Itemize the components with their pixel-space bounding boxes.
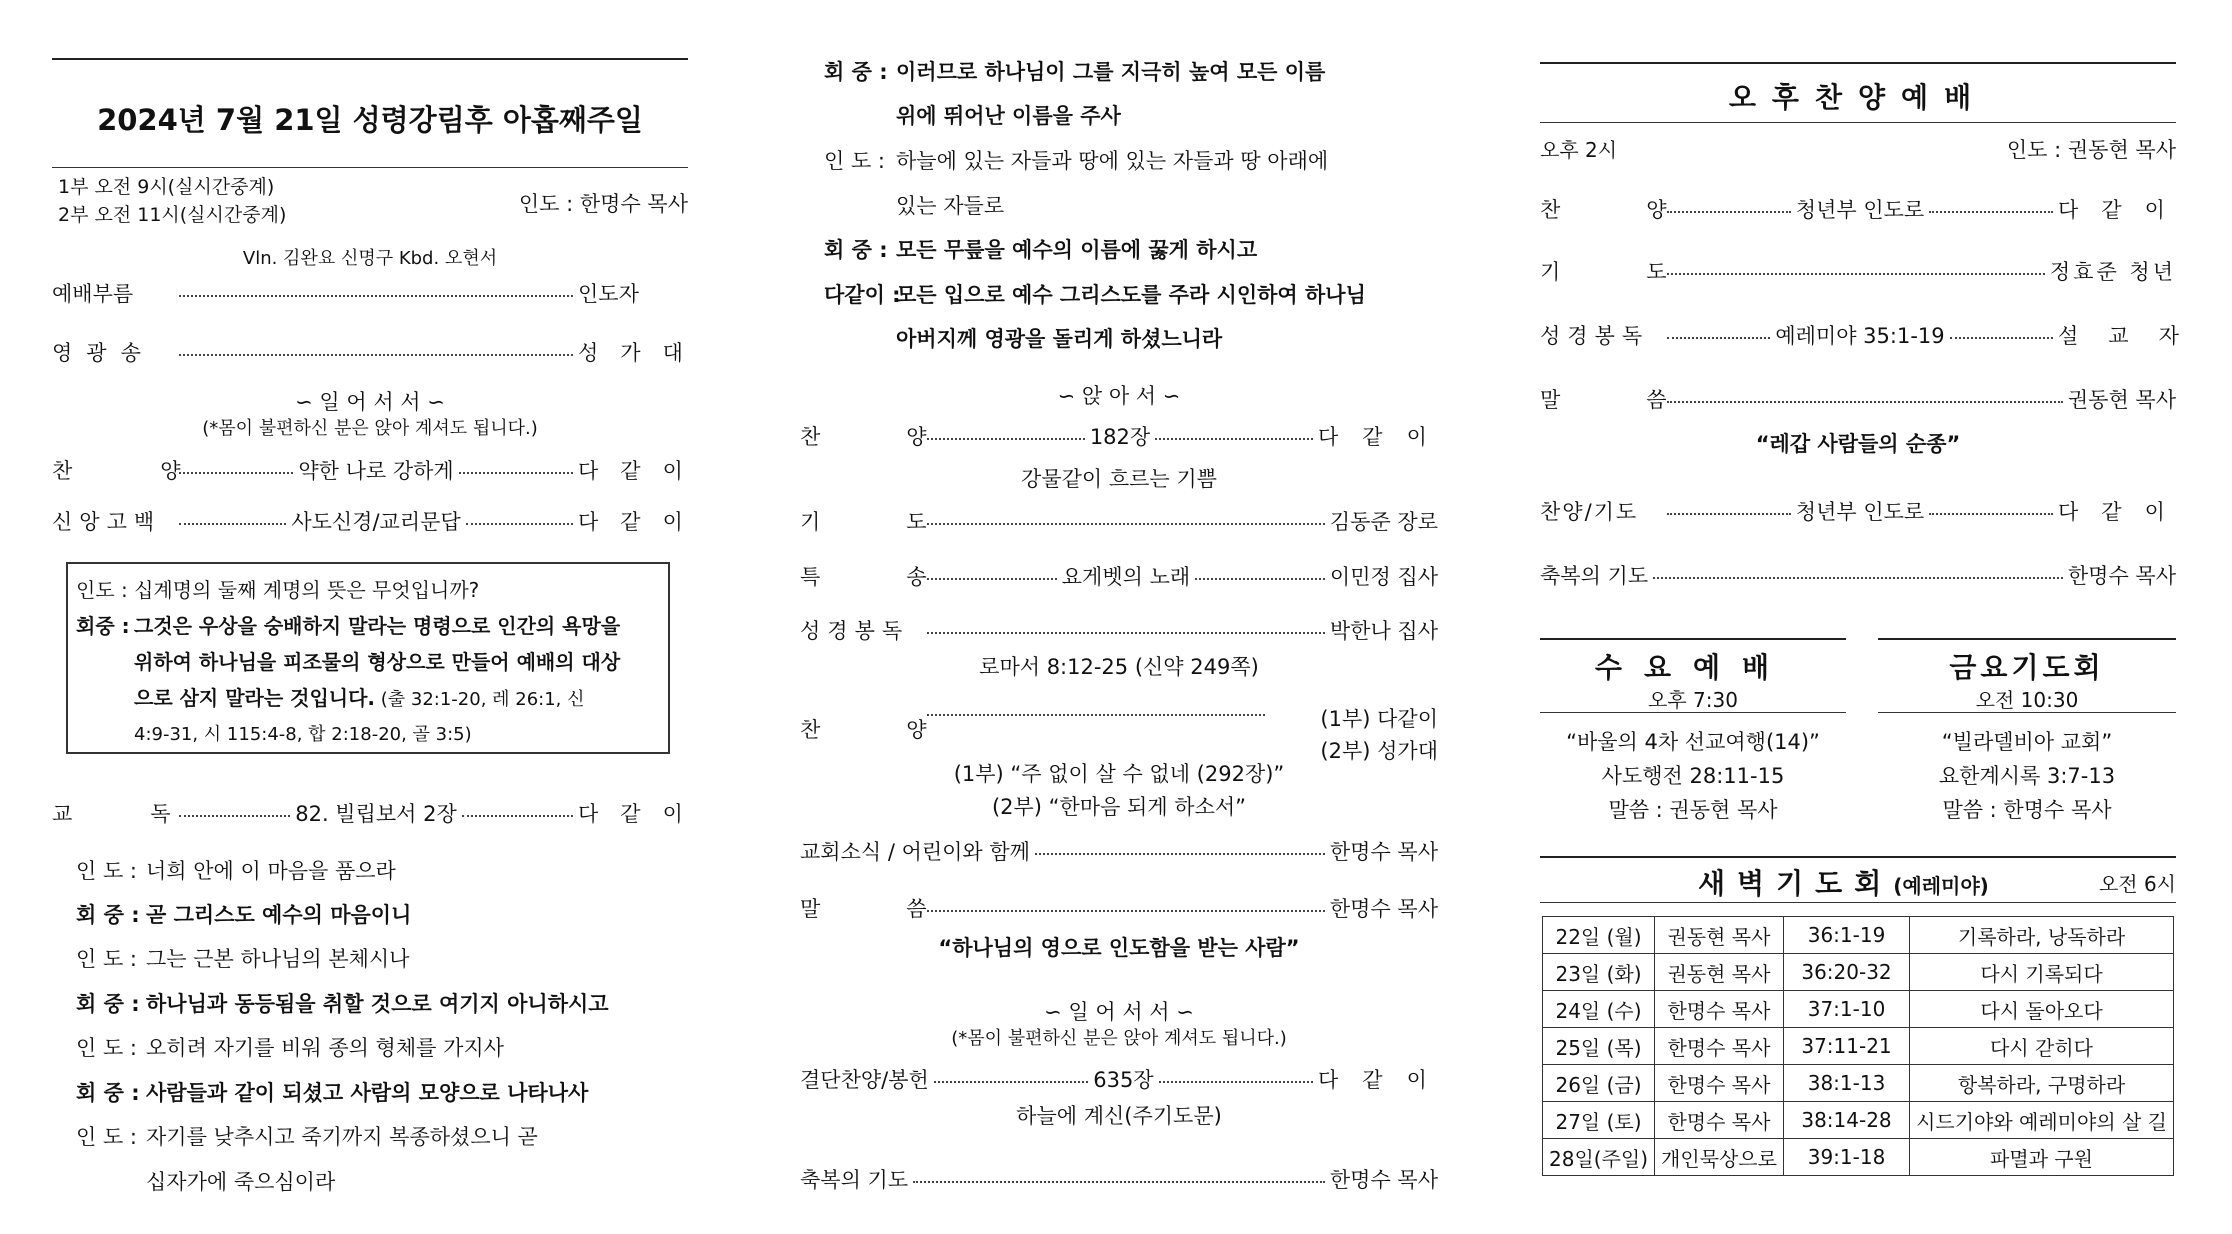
bulletin-column-morning [52, 0, 705, 1234]
responsive-line: 인 도 : 오히려 자기를 비워 종의 형체를 가지사 [76, 1036, 504, 1060]
order-call-to-worship: 예배부름 인도자 [52, 282, 639, 306]
responsive-line-continued: 십자가에 죽으심이라 [146, 1170, 336, 1194]
afternoon-service-title: 오후찬양예배 [1728, 81, 1988, 114]
wednesday-reference: 사도행전 28:11-15 [1601, 764, 1785, 788]
responsive-line: 아버지께 영광을 돌리게 하셨느니라 [896, 327, 1223, 351]
responsive-line: 있는 자들로 [896, 194, 1005, 218]
catechism-question: 인도 : 십계명의 둘째 계명의 뜻은 무엇입니까? [76, 578, 480, 602]
afternoon-scripture: 성경봉독 예레미야 35:1-19 설교자 [1540, 324, 2209, 348]
table-row: 25일 (목) 한명수 목사 37:11-21 다시 갇히다 [1543, 1028, 2174, 1065]
catechism-answer-line-3: 으로 삼지 말라는 것입니다. (출 32:1-20, 레 26:1, 신 [134, 686, 585, 710]
afternoon-hymn: 찬양 청년부 인도로 다같이 [1540, 198, 2188, 222]
order-benediction: 축복의 기도 한명수 목사 [800, 1168, 1438, 1192]
responsive-line: 인 도 : 그는 근본 하나님의 본체시나 [76, 947, 410, 971]
offering-song-title: 하늘에 계신(주기도문) [1016, 1104, 1222, 1128]
dawn-title: 새벽기도회(예레미야) [1698, 867, 1989, 900]
order-gloria: 영광송 성가대 [52, 341, 705, 365]
standing-marker: ∽ 일 어 서 서 ∽ [295, 390, 445, 414]
friday-preacher: 말씀 : 한명수 목사 [1942, 798, 2112, 822]
table-row: 24일 (수) 한명수 목사 37:1-10 다시 돌아오다 [1543, 991, 2174, 1028]
friday-reference: 요한계시록 3:7-13 [1938, 764, 2116, 788]
table-row: 27일 (토) 한명수 목사 38:14-28 시드기야와 예레미야의 살 길 [1543, 1102, 2174, 1139]
responsive-line: 인 도 : 너희 안에 이 마음을 품으라 [76, 859, 396, 883]
responsive-line: 회 중 : 곧 그리스도 예수의 마음이니 [76, 903, 412, 927]
top-rule [52, 58, 688, 60]
friday-sermon: “빌라델비아 교회” [1941, 730, 2113, 754]
page-title: 2024년 7월 21일 성령강림후 아홉째주일 [97, 103, 643, 137]
order-responsive-reading: 교독 82. 빌립보서 2장 다같이 [52, 802, 705, 826]
scripture-reference: 로마서 8:12-25 (신약 249쪽) [979, 655, 1259, 679]
afternoon-sermon: 말씀 권동현 목사 [1540, 388, 2176, 412]
table-row: 26일 (금) 한명수 목사 38:1-13 항복하라, 구명하라 [1543, 1065, 2174, 1102]
standing-note: (*몸이 불편하신 분은 앉아 계셔도 됩니다.) [951, 1028, 1287, 1049]
friday-time: 오전 10:30 [1975, 688, 2079, 712]
order-hymn-182: 찬양 182장 다같이 [800, 425, 1451, 449]
service-time-1: 1부 오전 9시(실시간중계) [58, 176, 275, 198]
bulletin-column-morning-cont [800, 0, 1451, 1234]
table-row: 22일 (월) 권동현 목사 36:1-19 기록하라, 낭독하라 [1543, 917, 2174, 954]
dawn-time: 오전 6시 [2098, 872, 2176, 896]
top-rule [1540, 62, 2176, 64]
order-offering: 결단찬양/봉헌 635장 다같이 [800, 1068, 1451, 1092]
dawn-title-rule [1540, 902, 2176, 903]
wednesday-sermon: “바울의 4차 선교여행(14)” [1566, 730, 1820, 754]
responsive-line: 다같이 :모든 입으로 예수 그리스도를 주라 시인하여 하나님 [824, 283, 1366, 307]
order-prayer: 기도 김동준 장로 [800, 510, 1438, 534]
order-special-song: 특송 요게벳의 노래 이민정 집사 [800, 565, 1439, 589]
afternoon-sermon-title: “레갑 사람들의 순종” [1755, 432, 1961, 456]
afternoon-leader: 인도 : 권동현 목사 [2006, 138, 2176, 162]
wednesday-preacher: 말씀 : 권동현 목사 [1608, 798, 1778, 822]
standing-note: (*몸이 불편하신 분은 앉아 계셔도 됩니다.) [202, 418, 538, 439]
table-row: 23일 (화) 권동현 목사 36:20-32 다시 기록되다 [1543, 954, 2174, 991]
catechism-box [66, 562, 670, 754]
sitting-marker: ∽ 앉 아 서 ∽ [1057, 384, 1181, 408]
catechism-answer-line-1: 그것은 우상을 숭배하지 말라는 명령으로 인간의 욕망을 [134, 614, 621, 638]
responsive-line: 위에 뛰어난 이름을 주사 [896, 104, 1121, 128]
worship-leader: 인도 : 한명수 목사 [518, 192, 688, 216]
wednesday-title: 수요예배 [1594, 651, 1792, 684]
dawn-rule [1540, 856, 2176, 858]
hymn-title: 강물같이 흐르는 기쁨 [1021, 467, 1217, 491]
afternoon-hymn-prayer: 찬양/기도 청년부 인도로 다같이 [1540, 500, 2188, 524]
responsive-line: 회 중 : 하나님과 동등됨을 취할 것으로 여기지 아니하시고 [76, 992, 609, 1016]
order-hymn-2: 찬양 (1부) 다같이 (2부) 성가대 [800, 707, 1438, 763]
responsive-line: 인 도 : 자기를 낮추시고 죽기까지 복종하셨으니 곧 [76, 1125, 538, 1149]
catechism-answer-key: 회중 : [76, 614, 130, 638]
afternoon-prayer: 기도 정효준 청년 [1540, 260, 2176, 284]
order-sermon: 말씀 한명수 목사 [800, 897, 1438, 921]
table-row: 28일(주일) 개인묵상으로 39:1-18 파멸과 구원 [1543, 1139, 2174, 1176]
friday-title: 금요기도회 [1949, 651, 2105, 684]
order-hymn: 찬양 약한 나로 강하게 다같이 [52, 459, 705, 483]
sermon-title: “하나님의 영으로 인도함을 받는 사람” [938, 936, 1300, 960]
bulletin-column-other-services [1540, 0, 2209, 1234]
responsive-line: 회 중 : 사람들과 같이 되셨고 사람의 모양으로 나타나사 [76, 1081, 589, 1105]
responsive-line: 회 중 : 모든 무릎을 예수의 이름에 꿇게 하시고 [824, 238, 1258, 262]
catechism-answer-line-2: 위하여 하나님을 피조물의 형상으로 만들어 예배의 대상 [134, 650, 621, 674]
afternoon-benediction: 축복의 기도 한명수 목사 [1540, 564, 2176, 588]
standing-marker: ∽ 일 어 서 서 ∽ [1044, 1000, 1194, 1024]
order-creed: 신앙고백 사도신경/교리문답 다같이 [52, 510, 705, 534]
afternoon-time: 오후 2시 [1540, 138, 1618, 162]
hymn-1st-service: (1부) “주 없이 살 수 없네 (292장)” [953, 762, 1285, 786]
service-time-2: 2부 오전 11시(실시간중계) [58, 204, 287, 226]
title-rule [1540, 122, 2176, 123]
responsive-line: 회 중 : 이러므로 하나님이 그를 지극히 높여 모든 이름 [824, 60, 1326, 84]
order-church-news: 교회소식 / 어린이와 함께 한명수 목사 [800, 840, 1438, 864]
responsive-line: 인 도 : 하늘에 있는 자들과 땅에 있는 자들과 땅 아래에 [824, 149, 1329, 173]
wednesday-time: 오후 7:30 [1648, 688, 1738, 712]
musicians: Vln. 김완요 신명구 Kbd. 오현서 [242, 248, 498, 269]
dawn-schedule-table [1542, 916, 2174, 1176]
catechism-answer-refs: 4:9-31, 시 115:4-8, 합 2:18-20, 골 3:5) [134, 724, 472, 745]
title-rule [52, 167, 688, 168]
hymn-2nd-service: (2부) “한마음 되게 하소서” [991, 795, 1247, 819]
order-scripture: 성경봉독 박한나 집사 [800, 619, 1438, 643]
